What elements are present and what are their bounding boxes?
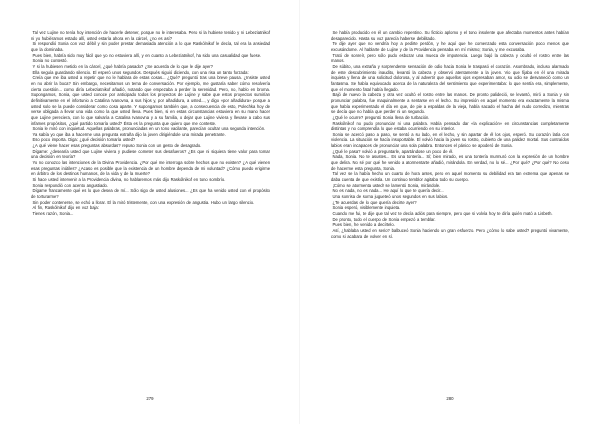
paragraph: Tienes razón, Sonia... (32, 211, 74, 216)
paragraph: Dígame: ¿desearía usted que Lujine viviera y pudiese cometer sus desafueros? ¿Es que ni siquiera tiene valor para tomar una decisión en teoría? (31, 148, 270, 160)
paragraph: No es nada, no es nada... He aquí lo que te quería decir... (332, 188, 444, 194)
paragraph: ¿Qué le pasa? volvió a preguntarle, apartándose un poco de él. (332, 148, 454, 154)
paragraph: Dígame francamente qué es lo que desea de mí... Sólo sigo de usted alusiones... ¿Es que ha venido usted con el propósito de torturarme? (31, 188, 270, 200)
paragraph: Así, ¿hablaba usted en serio? balbuceó Sonia haciendo un gran esfuerzo. Pero ¿cómo lo sabe usted? preguntó vivamente, como si acabara de volver en sí. (331, 227, 569, 239)
left-page-number: 279 (146, 396, 154, 401)
paragraph: Sonia le miró con inquietud. Aquellas palabras, pronunciadas en un tono vacilante, parecían ocultar una segunda intención. (32, 126, 266, 132)
paragraph: Se había producido en él un cambio repentino. Su ficticio aplomo y el tono insolente que afectaba momentos antes habían desaparecido. Hasta su voz parecía haberse debilitado. (331, 30, 569, 41)
paragraph: Al fin, Raskólnikof dijo en voz baja: (32, 205, 99, 211)
paragraph: Tal vez Lujine no tenía hoy intención de hacerle detener, porque no le interesaba. Pero si la hubiese tenido y ni Lebeziatnikof ni yo hubiéramos estado allí, usted estaría ahora en la cárcel, ¿no es así? (31, 30, 270, 41)
paragraph: Creía que me iba usted a repetir que no le hablara de estas cosas... ¿Qué? preguntó tras una breve pausa. ¿Insiste usted en no abrir la boca? Sin embargo, necesitamos un tema de conversación. Por ejemplo, me gustaría saber cómo resolvería cierta cuestión... como diría Lebeziatnikof añadió, notando que empezaba a perder la serenidad. Pero, no, hablo en broma. Supongamos, Sonia, que usted conoce por anticipado todos los proyectos de Lujine y sabe que estos proyectos sumirían definitivamente en el infortunio a Catalina Ivanovna, a sus hijos y, por añadidura, a usted..., y digo «por añadidura» porque a usted solo se la puede considerar como cosa aparte. Y supongamos también que, a consecuencia de esto, Polechka hoy de verse obligada a llevar una vida como la que usted lleva. Pues bien, si en estas circunstancias estuviera en su mano hacer que Lujine pereciera, con lo que salvaría a Catalina Ivanovna y a su familia, o dejar que Lujine viviera y llevase a cabo sus infames propósitos, ¿qué partido tomaría usted? Ésta es la pregunta que quiero que me conteste. (31, 75, 270, 126)
paragraph: Sonia esperó, visiblemente inquieta. (332, 205, 401, 211)
paragraph: Cuando me fui, te dije que tal vez te decía adiós para siempre, pero que si volvía hoy te diría quién mató a Lisbeth. (332, 211, 553, 216)
paragraph: ¿A qué viene hacer esas preguntas absurdas? repuso Sonia con un gesto de desagrado. (32, 143, 202, 149)
paragraph: Si respondió Sonia con voz débil y sin poder prestar demasiada atención a lo que Raskólnikof le decía, tal era la ansiedad que la dominaba. (31, 41, 270, 52)
paragraph: Nada, Sonia. No te asustes... Es una tontería... Sí; bien mirado, es una tontería murmuró con la expresión de un hombre que delira. No sé por qué he venido a atormentarte añadió, mirándola. En verdad, no lo sé... ¿Por qué? ¿Por qué? No ceso de hacerme esta pregunta, Sonia. (331, 154, 569, 171)
paragraph: ¡Cómo se atormenta usted! se lamentó Sonia, mirándole. (332, 182, 441, 188)
paragraph: Eso poco importa. Diga: ¿qué decisión tomaría usted? (32, 137, 136, 143)
right-page-text (331, 30, 569, 239)
paragraph: De súbito, una extraña y sorprendente sensación de odio hacia Sonia le traspasó el corazón. Asombrado, incluso alarmado de este descubrimiento inaudito, levantó la cabeza y observó atentamente a la joven. Vio que fijaba en él una mirada inquieta y llena de una solicitud dolorosa, y al advertir que aquellos ojos expresaban amor, su odio se desvaneció como un fantasma. Se había equivocado acerca de la naturaleza del sentimiento que experimentaba: lo que sentía era, simplemente, que el momento fatal había llegado. (331, 63, 569, 92)
paragraph: Si hace usted intervenir a la Providencia divina, no hablaremos más dijo Raskólnikof en tono sombrío. (32, 177, 226, 183)
paragraph: Una sonrisa de sorna jugueteó unos segundos en sus labios. (332, 194, 449, 200)
paragraph: ¿Qué le ocurre? preguntó Sonia llena de turbación. (332, 114, 430, 120)
paragraph: Sonia no contestó. (32, 58, 68, 64)
paragraph: De pronto, todo el cuerpo de Sonia empezó a temblar. (332, 216, 436, 222)
paragraph: Pues bien, habría sido muy fácil que yo no estuviera allí, y en cuanto a Lebeziatnikof, ha sido una casualidad que fuese. (32, 52, 262, 58)
paragraph: Sonia respondió con acento angustiado. (32, 182, 108, 188)
paragraph: ¿Te acuerdas de lo que quería decirte ayer? (332, 199, 417, 205)
paragraph: Sonia se acercó paso a paso, se sentó a su lado, en el lecho, y sin apartar de él los ojos, esperó. Su corazón latía con violencia. La situación se hacía insoportable. El volvió hacia la joven su rostro, cubierto de una palidez mortal. Sus contraídos labios eran incapaces de pronunciar una sola palabra. Entonces el pánico se apoderó de Sonia. (331, 131, 569, 149)
right-page-number: 280 (446, 396, 454, 401)
paragraph: Pues bien, he venido a decírtelo. (332, 222, 395, 228)
paragraph: Sin poder contenerse, se echó a llorar. El la miró tristemente, con una expresión de angustia. Hubo un largo silencio. (32, 199, 255, 205)
paragraph: Te dije ayer que no vendría hoy a pedirte perdón, y he aquí que he comenzado esta conversación poco menos que excusándome. Al hablarte de Lujine y de la Providencia pensaba en mí mismo; Sonia, y me excusaba. (331, 41, 569, 52)
left-page-text (31, 30, 270, 217)
right-page (300, 0, 600, 424)
paragraph: Tal vez se la había hecho un cuarto de hora antes, pero en aquel momento su debilidad era tan extrema que apenas se daba cuenta de que existía. Un continuo temblor agitaba todo su cuerpo. (331, 171, 569, 183)
paragraph: Y si la hubiesen metido en la cárcel, ¿qué habría pasado? ¿Se acuerda de lo que le dije ayer? (32, 63, 213, 69)
paragraph: Ya sabía yo que iba a hacerme una pregunta extraña dijo la joven dirigiéndole una mirada penetrante. (32, 131, 226, 137)
paragraph: Yo no conozco las intenciones de la Divina Providencia. ¿Por qué me interroga sobre hechos que no existen? ¿A qué vienen esas preguntas inútiles? ¿Acaso es posible que la existencia de un hombre dependa de mi voluntad? ¿Cómo puedo erigirme en árbitro de los destinos humanos, de la vida y de la muerte? (31, 160, 270, 177)
paragraph: Ella seguía guardando silencio. El esperó unos segundos. Después siguió diciendo, con una risa un tanto forzada: (32, 69, 249, 75)
paragraph: Bajó de nuevo la cabeza y otra vez ocultó el rostro entre las manos. De pronto palideció, se levantó, miró a Sonia y sin pronunciar palabra, fue maquinalmente a sentarse en el lecho. Su impresión en aquel momento era exactamente la misma que había experimentado el día en que, de pie a espaldas de la vieja, había sacado el hacha del nudo corredizo, mientras se decía que no había que perder ni un segundo. (331, 92, 569, 115)
paragraph: Raskólnikof no pudo pronunciar ni una palabra. Había pensado dar «la explicación» en circunstancias completamente distintas y no comprendía lo que estaba ocurriendo en su interior. (331, 120, 569, 132)
paragraph: Trató de sonreír, pero sólo pudo esbozar una mueca de impotencia. Luego bajó la cabeza y ocultó el rostro entre las manos. (331, 52, 569, 64)
